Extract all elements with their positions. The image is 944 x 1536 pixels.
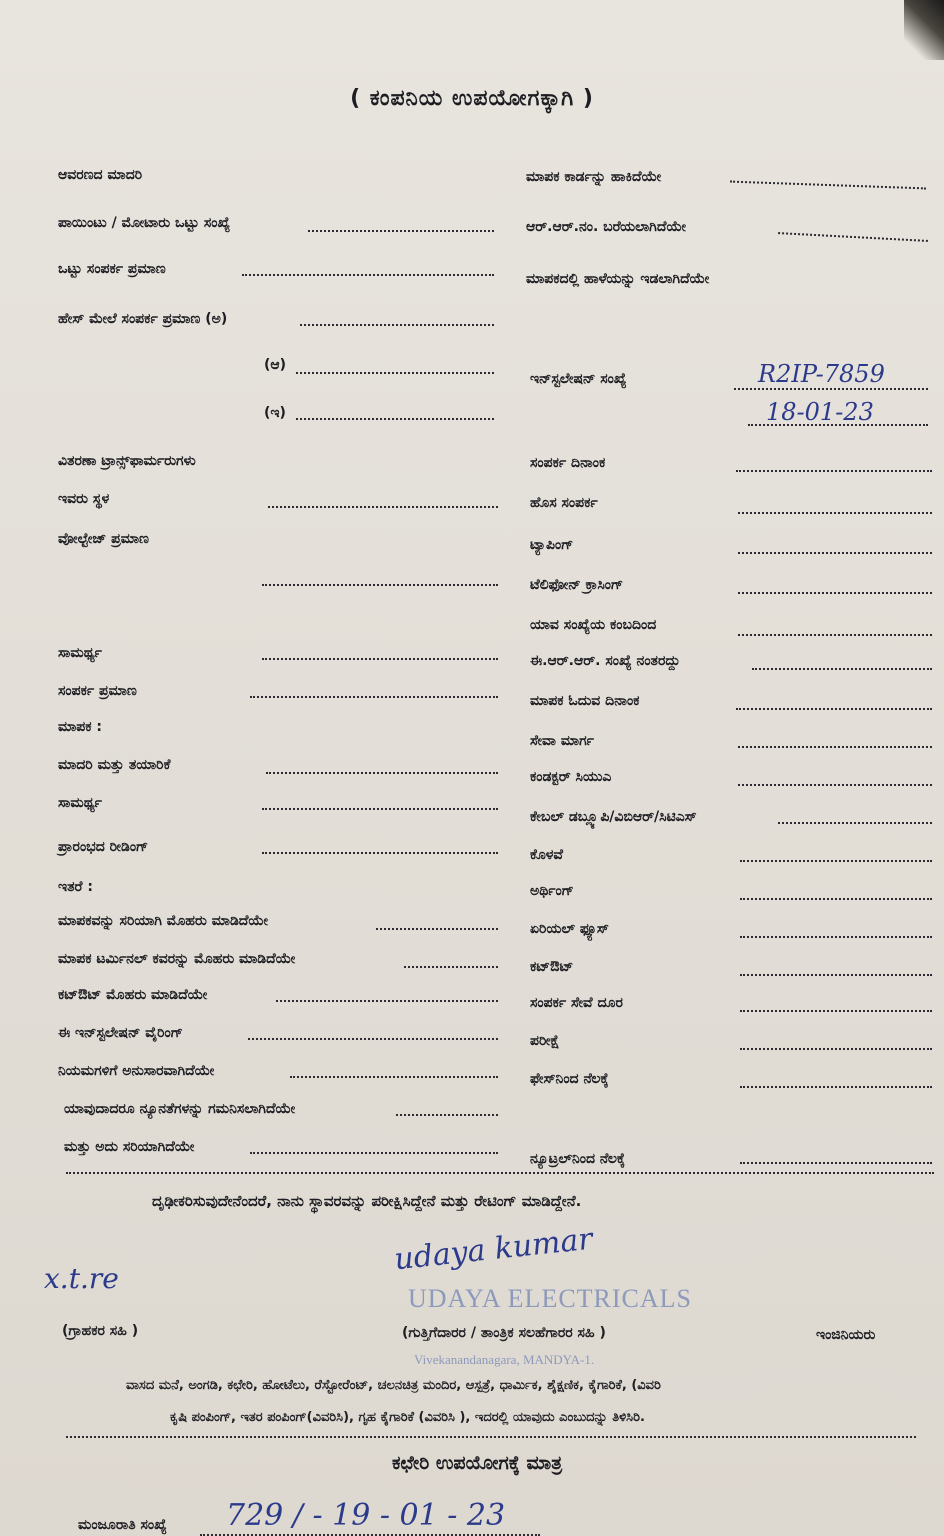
dotted-line <box>740 1162 932 1164</box>
right-field-pole-number: ಯಾವ ಸಂಖ್ಯೆಯ ಕಂಬದಿಂದ <box>530 617 657 633</box>
separator-line <box>66 1436 916 1438</box>
premises-note-line1: ವಾಸದ ಮನೆ, ಅಂಗಡಿ, ಕಛೇರಿ, ಹೋಟೆಲು, ರೆಸ್ಟೋರೆಂಟ್, ಚಲನಚಿತ್ರ ಮಂದಿರ, ಆಸ್ಪತ್ರೆ, ಧಾರ್ಮಿಕ, ಶೈಕ್ಷಣಿಕ, ಕೈಗಾರಿಕೆ, (ವಿವರಿ <box>126 1378 661 1393</box>
right-field-meter-reading-date: ಮಾಪಕ ಓದುವ ದಿನಾಂಕ <box>530 693 640 709</box>
right-field-cutout: ಕಟ್‌ಔಟ್ <box>530 959 574 975</box>
dotted-line <box>740 1048 932 1050</box>
dotted-line <box>740 898 932 900</box>
sanction-number-label: ಮಂಜೂರಾತಿ ಸಂಖ್ಯೆ <box>78 1517 167 1533</box>
left-field-transformers: ವಿತರಣಾ ಟ್ರಾನ್ಸ್‌ಫಾರ್ಮರುಗಳು <box>58 453 196 469</box>
dotted-line <box>266 772 498 774</box>
certification-text: ದೃಢೀಕರಿಸುವುದೇನೆಂದರೆ, ನಾನು ಸ್ಥಾವರವನ್ನು ಪರೀಕ್ಷಿಸಿದ್ದೇನೆ ಮತ್ತು ರೇಟಿಂಗ್ ಮಾಡಿದ್ದೇನೆ. <box>152 1192 582 1210</box>
left-field-points-count: ಪಾಯಿಂಟು / ಮೋಟಾರು ಒಟ್ಟು ಸಂಖ್ಯೆ <box>58 215 231 231</box>
dotted-line <box>740 936 932 938</box>
right-field-test: ಪರೀಕ್ಷೆ <box>530 1033 560 1049</box>
dotted-line <box>740 860 932 862</box>
right-field-new-connection: ಹೊಸ ಸಂಪರ್ಕ <box>530 495 598 511</box>
dotted-line <box>242 274 494 276</box>
customer-sign-label: (ಗ್ರಾಹಕರ ಸಹಿ ) <box>62 1323 139 1339</box>
dotted-line <box>276 1000 498 1002</box>
dotted-line <box>736 708 932 710</box>
dotted-line <box>262 808 498 810</box>
right-field-earthing: ಅರ್ಥಿಂಗ್ <box>530 883 574 899</box>
right-field-meter-card: ಮಾಪಕ ಕಾರ್ಡನ್ನು ಹಾಕಿದೆಯೇ <box>526 169 662 185</box>
separator-line <box>66 1172 934 1174</box>
right-field-rr-number: ಆರ್.ಆರ್.ನಂ. ಬರೆಯಲಾಗಿದೆಯೇ <box>526 219 687 235</box>
left-field-phase-load-c: (ಇ) <box>264 405 286 421</box>
dotted-line <box>740 1086 932 1088</box>
right-field-connection-date: ಸಂಪರ್ಕ ದಿನಾಂಕ <box>530 455 606 471</box>
dotted-line <box>376 928 498 930</box>
dotted-line <box>396 1114 498 1116</box>
left-field-initial-reading: ಪ್ರಾರಂಭದ ರೀಡಿಂಗ್ <box>58 839 149 855</box>
left-field-terminal-cover-sealed: ಮಾಪಕ ಟರ್ಮಿನಲ್ ಕವರನ್ನು ಮೊಹರು ಮಾಡಿದೆಯೇ <box>58 951 296 967</box>
dotted-line <box>738 746 932 748</box>
dotted-line <box>250 1152 498 1154</box>
dotted-line <box>778 232 928 242</box>
contractor-signature: udaya kumar <box>392 1221 595 1278</box>
dotted-line <box>296 372 494 374</box>
left-field-as-per-rules: ನಿಯಮಗಳಿಗೆ ಅನುಸಾರವಾಗಿದೆಯೇ <box>58 1063 215 1079</box>
engineer-sign-label: ಇಂಜಿನಿಯರು <box>816 1327 876 1343</box>
dotted-line <box>262 852 498 854</box>
dotted-line <box>290 1076 498 1078</box>
premises-note-line2: ಕೃಷಿ ಪಂಪಿಂಗ್, ಇತರ ಪಂಪಿಂಗ್(ವಿವರಿಸಿ), ಗೃಹ ಕೈಗಾರಿಕೆ (ವಿವರಿಸಿ ), ಇದರಲ್ಲಿ ಯಾವುದು ಎಂಬುದನ್ನು ತಿಳಿಸಿರಿ. <box>170 1410 645 1425</box>
dotted-line <box>738 592 932 594</box>
dotted-line <box>736 470 932 472</box>
dotted-line <box>730 181 926 190</box>
page-shadow <box>904 0 944 60</box>
dotted-line <box>300 324 494 326</box>
dotted-line <box>738 552 932 554</box>
dotted-line <box>262 584 498 586</box>
right-field-sheet-kept: ಮಾಪಕದಲ್ಲಿ ಹಾಳೆಯನ್ನು ಇಡಲಾಗಿದೆಯೇ <box>526 271 710 287</box>
dotted-line <box>738 784 932 786</box>
right-field-telephone-crossing: ಟೆಲಿಫೋನ್ ಕ್ರಾಸಿಂಗ್ <box>530 577 624 593</box>
right-field-service-distance: ಸಂಪರ್ಕ ಸೇವೆ ದೂರ <box>530 995 623 1011</box>
left-field-total-load: ಒಟ್ಟು ಸಂಪರ್ಕ ಪ್ರಮಾಣ <box>58 261 166 277</box>
left-field-phase-load-b: (ಆ) <box>264 357 287 373</box>
dotted-line <box>778 822 932 824</box>
right-field-service-route: ಸೇವಾ ಮಾರ್ಗ <box>530 733 594 749</box>
right-field-conductor: ಕಂಡಕ್ಟರ್ ಸಿಯುಎ <box>530 769 612 785</box>
dotted-line <box>740 1010 932 1012</box>
dotted-line <box>262 658 498 660</box>
left-field-cutout-sealed: ಕಟ್‌ಔಟ್ ಮೊಹರು ಮಾಡಿದೆಯೇ <box>58 987 208 1003</box>
dotted-line <box>250 696 498 698</box>
dotted-line <box>752 668 932 670</box>
sanction-number-value: 729 / - 19 - 01 - 23 <box>226 1498 506 1533</box>
installation-no-value: R2IP-7859 <box>758 360 885 388</box>
left-field-is-correct: ಮತ್ತು ಅದು ಸರಿಯಾಗಿದೆಯೇ <box>64 1139 195 1155</box>
right-field-phase-to-earth: ಫೇಸ್‌ನಿಂದ ನೆಲಕ್ಕೆ <box>530 1071 609 1087</box>
left-field-capacity: ಸಾಮರ್ಥ್ಯ <box>58 645 102 661</box>
dotted-line <box>734 388 928 390</box>
right-field-err-number: ಈ.ಆರ್.ಆರ್. ಸಂಖ್ಯೆ ನಂತರದ್ದು <box>530 653 681 669</box>
installation-date-value: 18-01-23 <box>766 398 874 426</box>
form-title: ( ಕಂಪನಿಯ ಉಪಯೋಗಕ್ಕಾಗಿ ) <box>350 86 594 111</box>
left-field-location: ಇವರು ಸ್ಥಳ <box>58 491 110 507</box>
left-field-meter: ಮಾಪಕ : <box>58 719 103 735</box>
right-field-aerial-fuse: ಏರಿಯಲ್ ಫ್ಯೂಸ್ <box>530 921 609 937</box>
dotted-line <box>740 974 932 976</box>
left-field-meter-capacity: ಸಾಮರ್ಥ್ಯ <box>58 795 102 811</box>
dotted-line <box>308 230 494 232</box>
contractor-stamp-address: Vivekanandanagara, MANDYA-1. <box>414 1352 595 1367</box>
left-field-meter-sealed: ಮಾಪಕವನ್ನು ಸರಿಯಾಗಿ ಮೊಹರು ಮಾಡಿದೆಯೇ <box>58 913 268 929</box>
right-field-cable-type: ಕೇಬಲ್ ಡಬ್ಲ್ಯೂಪಿ/ವಿಬಿಆರ್/ಸಿಟಿಎಸ್ <box>530 809 697 825</box>
left-field-defects-noticed: ಯಾವುದಾದರೂ ನ್ಯೂನತೆಗಳನ್ನು ಗಮನಿಸಲಾಗಿದೆಯೇ <box>64 1101 296 1117</box>
dotted-line <box>738 634 932 636</box>
dotted-line <box>268 506 498 508</box>
left-field-model-make: ಮಾದರಿ ಮತ್ತು ತಯಾರಿಕೆ <box>58 757 171 773</box>
dotted-line <box>248 1038 498 1040</box>
left-field-connected-load: ಸಂಪರ್ಕ ಪ್ರಮಾಣ <box>58 683 137 699</box>
office-use-heading: ಕಛೇರಿ ಉಪಯೋಗಕ್ಕೆ ಮಾತ್ರ <box>392 1452 563 1474</box>
contractor-sign-label: (ಗುತ್ತಿಗೆದಾರರ / ತಾಂತ್ರಿಕ ಸಲಹೆಗಾರರ ಸಹಿ ) <box>402 1325 606 1341</box>
left-field-premises-type: ಆವರಣದ ಮಾದರಿ <box>58 167 143 183</box>
contractor-stamp-name: UDAYA ELECTRICALS <box>408 1284 693 1313</box>
left-field-voltage: ವೋಲ್ಟೇಜ್ ಪ್ರಮಾಣ <box>58 531 149 547</box>
right-field-conduit: ಕೊಳವೆ <box>530 847 563 863</box>
left-field-others: ಇತರೆ : <box>58 879 93 895</box>
dotted-line <box>296 418 494 420</box>
right-field-tapping: ಟ್ಯಾಪಿಂಗ್ <box>530 537 574 553</box>
right-field-installation-no: ಇನ್‌ಸ್ಟಲೇಷನ್ ಸಂಖ್ಯೆ <box>530 371 627 387</box>
dotted-line <box>738 512 932 514</box>
dotted-line <box>404 966 498 968</box>
customer-signature: x.t.re <box>44 1262 119 1295</box>
left-field-installation-wiring: ಈ ಇನ್‌ಸ್ಟಲೇಷನ್ ವೈರಿಂಗ್ <box>58 1025 183 1041</box>
right-field-neutral-to-earth: ನ್ಯೂಟ್ರಲ್‌ನಿಂದ ನೆಲಕ್ಕೆ <box>530 1151 626 1167</box>
left-field-phase-load-a: ಹೇಸ್ ಮೇಲೆ ಸಂಪರ್ಕ ಪ್ರಮಾಣ (ಅ) <box>58 311 228 327</box>
